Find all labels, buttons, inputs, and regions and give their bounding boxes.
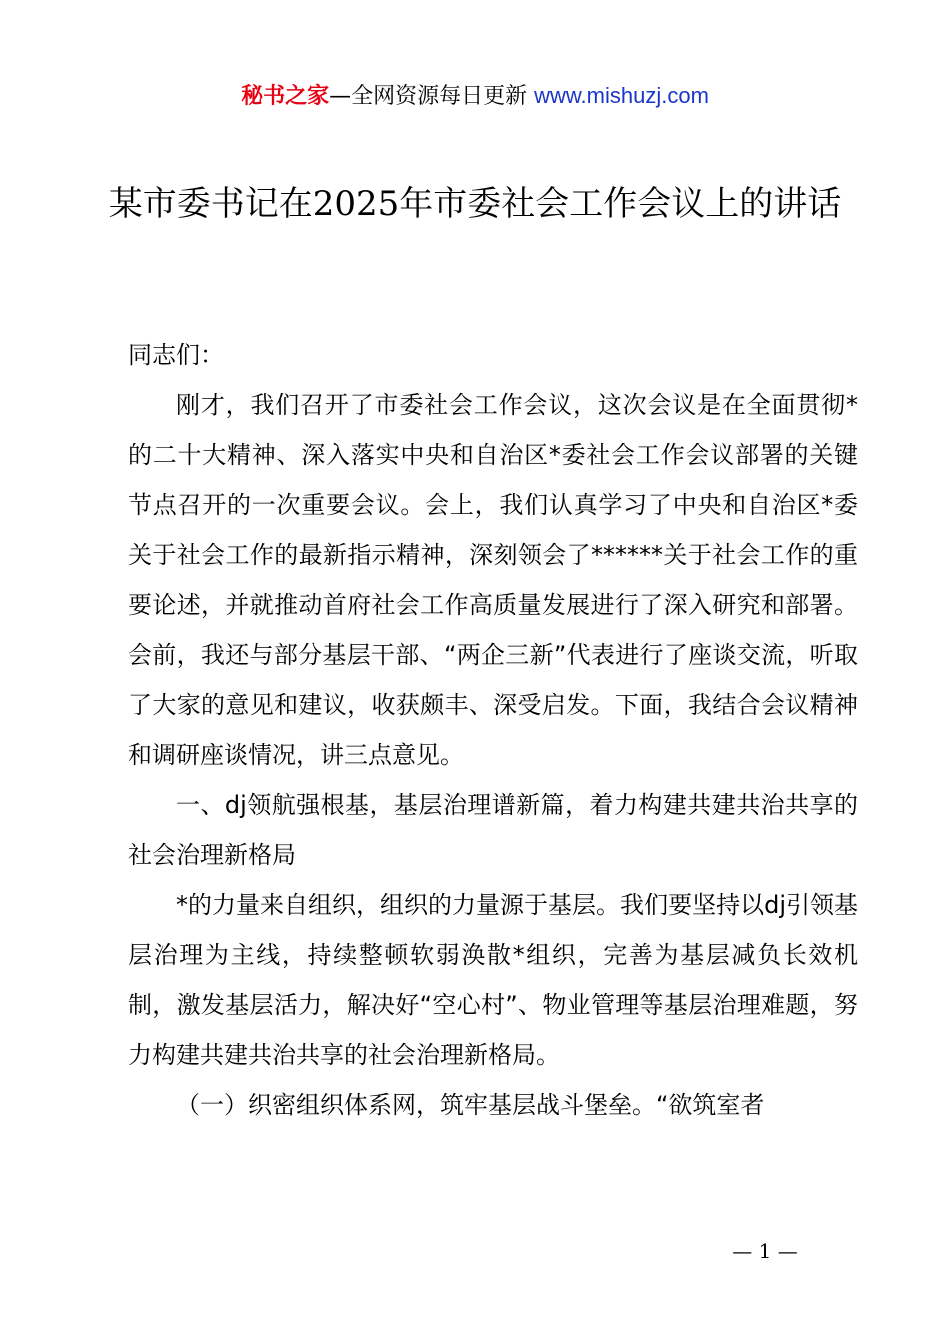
document-title: 某市委书记在2025年市委社会工作会议上的讲话 [108, 184, 842, 224]
document-body [128, 330, 858, 1130]
section-heading-1: 一、dj领航强根基，基层治理谱新篇，着力构建共建共治共享的社会治理新格局 [128, 791, 858, 869]
watermark-header [0, 80, 950, 113]
paragraph-section-1: *的力量来自组织，组织的力量源于基层。我们要坚持以dj引领基层治理为主线，持续整顿软弱涣散*组织，完善为基层减负长效机制，激发基层活力，解决好“空心村”、物业管理等基层治理难题，努力构建共建共治共享的社会治理新格局。 [128, 891, 858, 1069]
brand-name: 秘书之家 [241, 84, 330, 109]
subsection-heading-1: （一）织密组织体系网，筑牢基层战斗堡垒。“欲筑室者 [176, 1091, 765, 1119]
site-url-link[interactable]: www.mishuzj.com [534, 83, 709, 108]
paragraph-intro: 刚才，我们召开了市委社会工作会议，这次会议是在全面贯彻*的二十大精神、深入落实中央和自治区*委社会工作会议部署的关键节点召开的一次重要会议。会上，我们认真学习了中央和自治区*委关于社会工作的最新指示精神，深刻领会了******关于社会工作的重要论述，并就推动首府社会工作高质量发展进行了深入研究和部署。会前，我还与部分基层干部、“两企三新”代表进行了座谈交流，听取了大家的意见和建议，收获颇丰、深受启发。下面，我结合会议精神和调研座谈情况，讲三点意见。 [128, 391, 858, 769]
salutation: 同志们： [128, 341, 224, 369]
page-number: — 1 — [732, 1239, 798, 1263]
header-tagline: —全网资源每日更新 [329, 84, 535, 109]
